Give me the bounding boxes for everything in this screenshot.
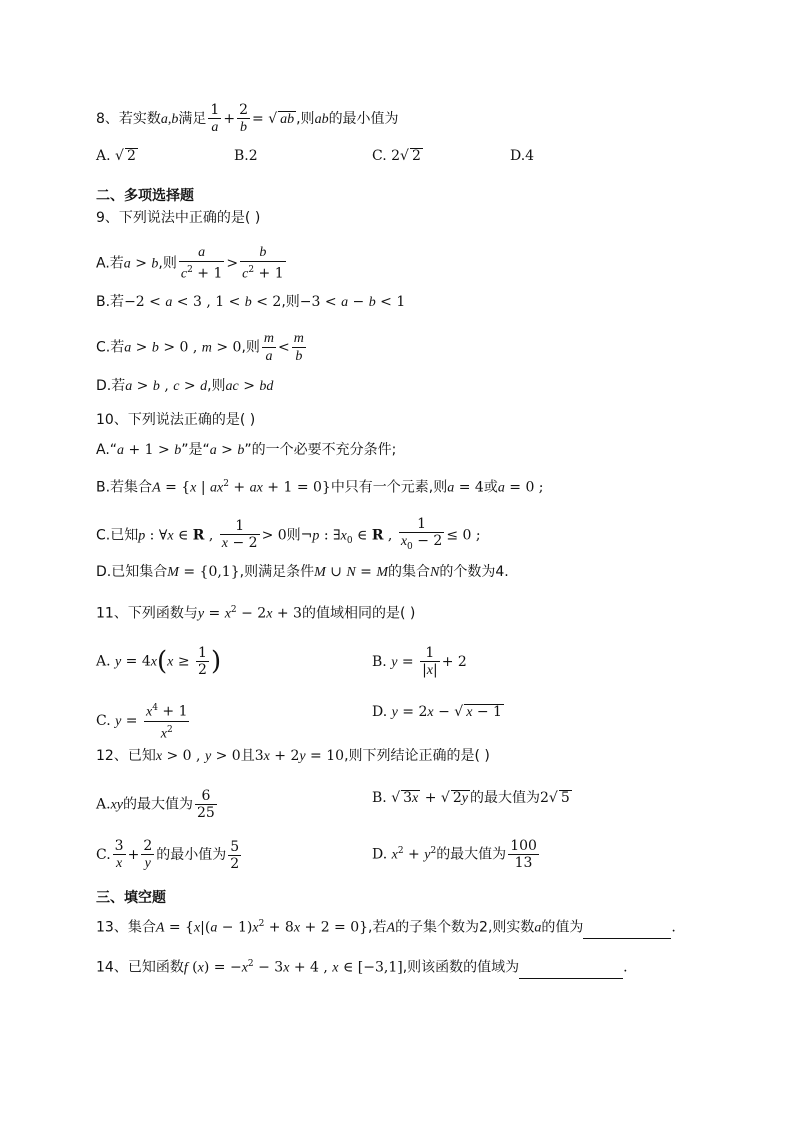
q10-option-d: D.已知集合M = {0,1},则满足条件M ∪ N = M的集合N的个数为4. <box>96 564 509 580</box>
q9-option-c: C.若a > b > 0 , m > 0,则 $\frac{m}{a}$ < $\frac{m}{b}$ <box>96 331 304 364</box>
question-11-stem: 11、下列函数与$y = x^2 - 2x + 3$的值域相同的是( ) <box>96 605 416 622</box>
question-13: 13、集合$A = \{x|(a - 1)x^2 + 8x + 2 = 0\}$,若A的子集个数为2,则实数a的值为 . <box>96 914 676 939</box>
q12-option-d: D. $x^2 + y^2$的最大值为 $\frac{100}{13}$ <box>372 838 537 871</box>
q8-option-a: A. √ 2 <box>96 148 136 164</box>
section-fill-blank: 三、填空题 <box>96 890 166 906</box>
q8-prefix: 8、若实数 <box>96 111 161 127</box>
q12-option-b: B. √ 3x + √ 2y 的最大值为2√ 5 <box>372 790 570 806</box>
q12-option-c: C. $\frac{3}{x}$ + $\frac{2}{y}$ 的最小值为 $\frac{5}{2}$ <box>96 838 240 872</box>
q11-option-a: A. y = 4x(x ≥ $\frac{1}{2}$ ) <box>96 645 222 678</box>
q8-frac-1a: $\frac{1}{a}$ <box>210 102 220 135</box>
q14-answer-blank[interactable] <box>519 958 623 979</box>
q10-option-b: B.若集合A = {x | $ax^2$ + ax + 1 = 0}中只有一个元素,则a = 4或a = 0 ; <box>96 479 544 496</box>
q11-option-c: C. y = $\frac{x^4 + 1}{x^2}$ <box>96 700 191 742</box>
question-14: 14、已知函数f $(x) = -x^2 - 3x + 4$ , x ∈ [−3,1],则该函数的值域为 . <box>96 954 628 979</box>
question-9-stem: 9、下列说法中正确的是( ) <box>96 210 261 226</box>
q10-option-a: A.“a + 1 > b”是“a > b”的一个必要不充分条件; <box>96 442 397 458</box>
q11-option-d: D. y = 2x − √ x − 1 <box>372 704 502 720</box>
q11-option-b: B. y = $\frac{1}{|x|}$ + 2 <box>372 645 467 678</box>
q13-answer-blank[interactable] <box>583 918 671 939</box>
question-12-stem: 12、已知x > 0 , y > 0且3x + 2y = 10,则下列结论正确的是( ) <box>96 748 490 764</box>
question-8: 8、若实数a,b满足 $\frac{1}{a}$ + $\frac{2}{b}$ = √ ab ,则ab的最小值为 <box>96 102 399 135</box>
question-10-stem: 10、下列说法正确的是( ) <box>96 412 256 428</box>
q8-option-b: B.2 <box>234 148 258 164</box>
q8-option-d: D.4 <box>510 148 535 164</box>
q8-frac-2b: $\frac{2}{b}$ <box>239 102 248 135</box>
q9-option-d: D.若a > b , c > d,则ac > bd <box>96 378 274 394</box>
q9-option-b: B.若−2 < a < 3 , 1 < b < 2,则−3 < a − b < 1 <box>96 294 406 310</box>
q8-vars: a,b <box>160 112 179 127</box>
q9-option-a: A.若a > b,则 $\frac{a}{c^2 + 1}$ > $\frac{b}{c^2 + 1}$ <box>96 245 284 282</box>
q12-option-a: A.xy的最大值为 $\frac{6}{25}$ <box>96 788 215 821</box>
q10-option-c: C.已知p : ∀x ∈ R , $\frac{1}{x - 2}$ > 0则¬p : $\exists x_0$ ∈ R , $\frac{1}{x_0 - 2}$ ≤ 0 ; <box>96 516 481 552</box>
section-multi-choice: 二、多项选择题 <box>96 188 194 204</box>
q8-option-c: C. 2√ 2 <box>372 148 421 164</box>
